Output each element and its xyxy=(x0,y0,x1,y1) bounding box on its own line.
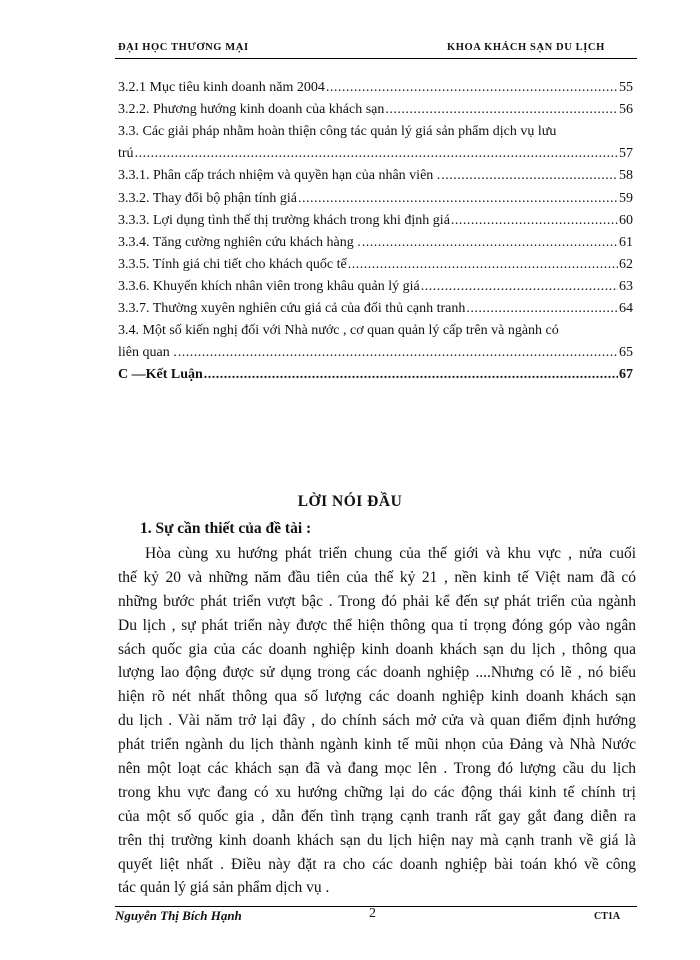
toc-item xyxy=(118,367,633,387)
toc-item xyxy=(118,80,633,100)
toc-page-number: 64 xyxy=(619,301,633,316)
toc-page-number: 57 xyxy=(619,146,633,162)
paragraph-line: sách quốc gia của các doanh nghiệp kinh doanh khách sạn du lịch , thông qua xyxy=(118,640,636,658)
toc-item-label: 3.3.6. Khuyến khích nhân viên trong khâu quản lý giá xyxy=(118,278,420,294)
toc-leader-dots xyxy=(298,191,618,207)
toc-page-number: 61 xyxy=(619,234,633,250)
toc-item-label: 3.3.7. Thường xuyên nghiên cứu giá cả của đối thủ cạnh tranh xyxy=(118,301,466,316)
toc-item xyxy=(118,279,633,299)
paragraph-line: lượng lao động được sử dụng trong các doanh nghiệp ....Nhưng có lẽ , nó biểu xyxy=(118,664,636,682)
toc-item-label: C —Kết Luận xyxy=(118,367,203,383)
header-university: ĐẠI HỌC THƯƠNG MẠI xyxy=(118,42,249,53)
toc-page-number: 60 xyxy=(619,212,633,228)
paragraph-line: Du lịch , sự phát triển này được thể hiện thông qua tỉ trọng đóng góp vào ngân xyxy=(118,616,636,634)
toc-item-label: 3.4. Một số kiến nghị đối với Nhà nước , cơ quan quản lý cấp trên và ngành có xyxy=(118,323,559,339)
toc-page-number: 59 xyxy=(619,190,633,206)
header-rule xyxy=(115,58,637,59)
toc-leader-dots xyxy=(385,102,618,118)
footer-class: CT1A xyxy=(594,911,621,922)
toc-leader-dots xyxy=(362,235,618,251)
toc-item xyxy=(118,345,633,365)
paragraph-line: tác quản lý giá sản phẩm dịch vụ . xyxy=(118,879,330,897)
toc-leader-dots xyxy=(326,80,618,96)
toc-item-continuation: trú xyxy=(118,146,134,162)
section-subheading: 1. Sự cần thiết của đề tài : xyxy=(140,520,312,537)
paragraph-line: những bước phát triển vượt bậc . Trong đó phải kể đến sự phát triển của ngành xyxy=(118,592,636,610)
paragraph-line: quyết liệt nhất . Điều này đặt ra cho các doanh nghiệp bài toán khó về công xyxy=(118,855,636,873)
body-paragraph xyxy=(118,542,636,900)
footer-author: Nguyễn Thị Bích Hạnh xyxy=(115,908,242,923)
toc-page-number: 58 xyxy=(619,168,633,184)
toc-page-number: 62 xyxy=(619,256,633,272)
paragraph-line: trong khu vực đang có xu hướng chững lại do các động thái kinh tế chính trị xyxy=(118,783,636,801)
paragraph-line: nên một loạt các khách sạn đã và đang mọc lên . Trong đó lượng cầu du lịch xyxy=(118,760,636,778)
toc-page-number: 56 xyxy=(619,102,633,118)
toc-leader-dots xyxy=(204,367,618,383)
toc-item xyxy=(118,102,633,122)
paragraph-line: Hòa cùng xu hướng phát triển chung của thế giới và khu vực , nửa cuối xyxy=(145,545,636,562)
toc-leader-dots xyxy=(441,168,618,184)
toc-item xyxy=(118,191,633,211)
header-faculty: KHOA KHÁCH SẠN DU LỊCH xyxy=(447,42,605,53)
section-title: LỜI NÓI ĐẦU xyxy=(297,493,403,510)
toc-item xyxy=(118,168,633,188)
toc-item-label: 3.3.5. Tính giá chi tiết cho khách quốc tế xyxy=(118,256,347,272)
toc-item-continuation: liên quan . xyxy=(118,345,177,361)
toc-page-number: 67 xyxy=(619,367,633,383)
toc-item xyxy=(118,235,633,255)
toc-page-number: 65 xyxy=(619,345,633,361)
toc-item-label: 3.3.1. Phân cấp trách nhiệm và quyền hạn của nhân viên . xyxy=(118,168,441,184)
footer-rule xyxy=(115,906,637,907)
toc-page-number: 55 xyxy=(619,80,633,95)
toc-page-number: 63 xyxy=(619,278,633,294)
toc-leader-dots xyxy=(348,257,618,273)
toc-leader-dots xyxy=(421,279,618,295)
toc-item xyxy=(118,146,633,166)
toc-leader-dots xyxy=(135,146,618,162)
paragraph-line: phát triển ngành du lịch thành ngành kinh tế mũi nhọn của Đảng và Nhà Nước xyxy=(118,736,636,754)
toc-item-label: 3.2.1 Mục tiêu kinh doanh năm 2004 xyxy=(118,80,325,95)
toc-item xyxy=(118,257,633,277)
toc-leader-dots xyxy=(466,301,618,317)
toc-item-label: 3.3.2. Thay đổi bộ phận tính giá xyxy=(118,190,297,206)
paragraph-line: trên thị trường kinh doanh khách sạn du lịch hiện nay mà cạnh tranh về giá là xyxy=(118,831,636,849)
toc-item-label: 3.3.3. Lợi dụng tình thế thị trường khách trong khi định giá xyxy=(118,212,450,228)
toc-item-label: 3.3.4. Tăng cường nghiên cứu khách hàng . xyxy=(118,234,361,250)
paragraph-line: hiện rõ nét nhất thông qua số lượng các doanh nghiệp kinh doanh khách sạn xyxy=(118,688,636,706)
toc-item-label: 3.3. Các giải pháp nhằm hoàn thiện công tác quản lý giá sản phẩm dịch vụ lưu xyxy=(118,124,557,140)
toc-item xyxy=(118,301,633,321)
paragraph-line: của một số quốc gia , dẫn đến tình trạng cạnh tranh rất gay gắt đang diễn ra xyxy=(118,807,636,825)
toc-item-label: 3.2.2. Phương hướng kinh doanh của khách sạn xyxy=(118,102,385,118)
paragraph-line: thế kỷ 20 và những năm đầu tiên của thế kỷ 21 , nền kinh tế Việt nam đã có xyxy=(118,568,636,586)
toc-leader-dots xyxy=(178,345,618,361)
page-number: 2 xyxy=(369,906,376,921)
paragraph-line: du lịch . Vài năm trở lại đây , do chính sách mở cửa và quan điểm định hướng xyxy=(118,712,636,730)
toc-item xyxy=(118,213,633,233)
toc-leader-dots xyxy=(451,213,618,229)
